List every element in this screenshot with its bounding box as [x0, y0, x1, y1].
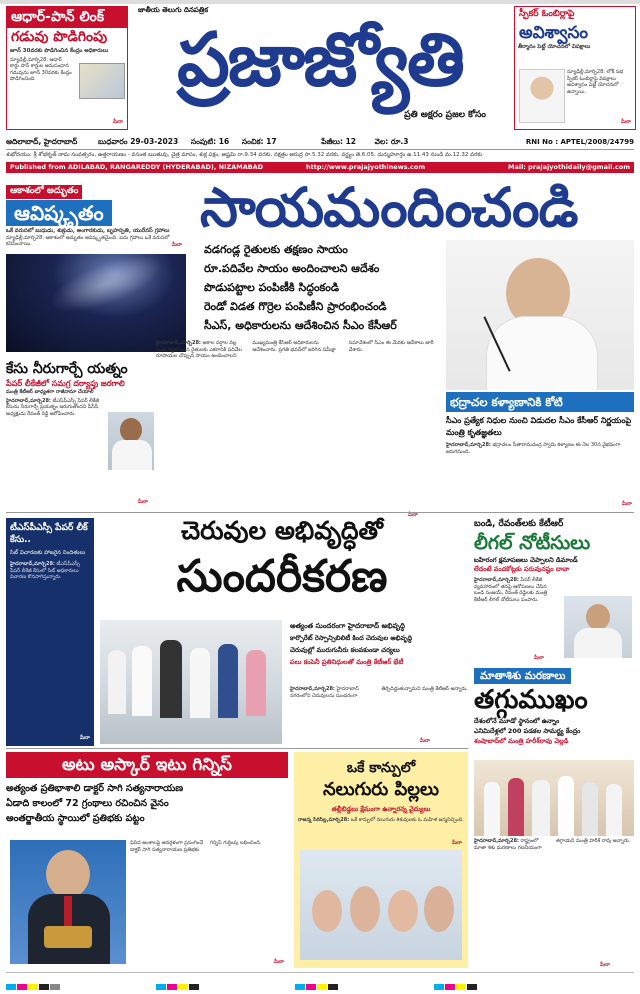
bhadrachalam-body: భద్రాచలం సీతారామచంద్ర స్వామి కళ్యాణం ఈ నెల 30న వైభవంగా జరుగనుంది.: [446, 442, 621, 455]
pages: పేజీలు: 12: [321, 137, 357, 146]
lead-decks: [204, 240, 440, 335]
ktr-sub: లేదంటే వందకోట్లకు పరువునష్టం దావా: [474, 565, 570, 573]
tspsc-body: టీఎస్‌పీఎస్సీ పేపర్ లీకేజీ కేసులో సిట్ అధికారులు విచారణ కొనసాగిస్తున్నారు.: [10, 561, 80, 580]
sky-headline: ఆవిష్కృతం: [6, 200, 112, 226]
ear-left-credit: మీరా: [113, 119, 123, 125]
cm-kcr-photo: [446, 240, 634, 390]
issue: సంచిక: 17: [241, 137, 277, 146]
revanth-credit: మీరా: [138, 499, 148, 505]
lead-body: [156, 340, 440, 510]
lakes-headline-1: చెరువుల అభివృద్ధితో: [181, 516, 383, 545]
revanth-dateline: హైదరాబాద్,మార్చి28:: [6, 397, 51, 404]
ear-right-kicker: స్పీకర్ ఓంబిర్లాపై: [519, 9, 575, 19]
lead-deck-2: రూ.పదివేల సాయం అందించాలని ఆదేశం: [204, 262, 380, 275]
tspsc-headline: టీఎస్‌పీఎస్సీ పేపర్ లీక్ కేసు..: [10, 523, 88, 545]
ktr-dateline: హైదరాబాద్,మార్చి28:: [474, 577, 519, 583]
speaker-photo: [519, 69, 565, 123]
quadruplets-headline-1: ఒకే కాన్పులో: [346, 760, 416, 776]
masthead: [134, 4, 506, 128]
quadruplets-credit: మీరా: [452, 840, 462, 846]
guinness-deck-1: అత్యంత ప్రతిభాశాలి డాక్టర్ సాగి సత్యనారాయణ: [6, 783, 184, 794]
ear-right-box: [514, 6, 636, 130]
ear-right-body: న్యూఢిల్లీ,మార్చి28: లోక్ సభ స్పీకర్ ఓంబిర్లాపై విపక్షాలు అవిశ్వాసం పెట్టే యోచనలో ఉన్నాయి.: [567, 69, 624, 95]
masthead-tagline: జాతీయ తెలుగు దినపత్రిక: [138, 6, 208, 14]
tspsc-dateline: హైదరాబాద్,మార్చి28:: [10, 561, 55, 567]
bhadrachalam-dateline: హైదరాబాద్,మార్చి28:: [446, 442, 491, 448]
bhadrachalam-credit: మీరా: [622, 501, 632, 507]
maternal-deck-3: శంషాబాద్‌లో మంత్రి హరీశ్‌రావు వెల్లడి: [474, 737, 569, 745]
sky-credit: మీరా: [172, 242, 182, 248]
price: వెల: రూ.3: [374, 137, 409, 146]
ear-right-headline: అవిశ్వాసం: [519, 23, 589, 43]
lakes-dateline: హైదరాబాద్,మార్చి28:: [290, 686, 335, 692]
sky-body: న్యూఢిల్లీ,మార్చి28: ఆకాశంలో అద్భుతం ఆవిష్కృతమైంది. ఐదు గ్రహాలు ఒకే వరుసలో కనిపించాయి.: [6, 234, 170, 247]
maternal-photo: [474, 760, 634, 836]
quadruplets-dateline: రాజన్న సిరిసిల్ల,మార్చి28:: [298, 817, 350, 823]
mail-address: Mail: prajajyothidaily@gmail.com: [508, 163, 630, 171]
edition: ఆదిలాబాద్, హైదరాబాద్: [6, 137, 78, 146]
bhadrachalam-headline: భద్రాచల కళ్యాణానికి కోటి: [446, 392, 634, 412]
ktr-body: పేపర్ లీకేజీ వ్యవహారంలో తనపై ఆరోపణలు చేసిన బండి సంజయ్, రేవంత్ రెడ్డిలకు మంత్రి కేటీఆర్ లీగల్ నోటీసులు పంపారు.: [474, 577, 548, 603]
website-link[interactable]: http://www.prajajyothinews.com: [306, 163, 426, 171]
rni: RNI No : APTEL/2008/24799: [525, 138, 634, 146]
lead-dateline: హైదరాబాద్,మార్చి28:: [156, 340, 201, 346]
guinness-deck-2: ఏడాది కాలంలో 72 గ్రంథాలు రచించిన వైనం: [6, 798, 169, 809]
ear-left-headline: ఆధార్-పాన్ లింక్: [7, 7, 127, 28]
maternal-body-text: రాష్ట్రంలో మాతా శిశు మరణాలు గణనీయంగా తగ్గాయని మంత్రి హరీశ్ రావు అన్నారు.: [474, 838, 631, 851]
ktr-kicker: బండి, రేవంత్‌లకు కేటీఆర్: [474, 519, 564, 529]
sky-sub: ఒకే వరుసలో బుధుడు, శుక్రుడు, అంగారకుడు, బృహస్పతి, యురేనస్ గ్రహాలు: [6, 228, 170, 234]
guinness-story: [6, 752, 288, 968]
volume: సంపుటి: 16: [190, 137, 230, 146]
lead-deck-1: వడగండ్ల రైతులకు తక్షణం సాయం: [204, 243, 348, 256]
maternal-credit: మీరా: [600, 962, 610, 968]
ktr-story: [474, 518, 634, 662]
published-from: Published from ADILABAD, RANGAREDDY (HYDERABAD), NIZAMABAD: [10, 163, 264, 171]
guinness-deck-3: అంతర్జాతీయ స్థాయిలో ప్రతిభకు పట్టం: [6, 813, 145, 824]
date: బుధవారం 29-03-2023: [97, 137, 179, 146]
lead-deck-3: పొడుపట్టాల పంపిణీకి సిద్ధంకండి: [204, 281, 340, 294]
lead-body-text: అకాల వర్షాల వల్ల పంట నష్టపోయిన రైతులకు ఎకరానికి పదివేల రూపాయల చొప్పున సాయం అందించాలని ముఖ్యమంత్రి కేసీఆర్ అధికారులను ఆదేశించారు. ప్రగతి భవన్‌లో జరిగిన సమీక్షా సమావేశంలో సీఎం ఈ మేరకు ఆదేశాలు జారీ చేశారు.: [156, 340, 434, 360]
revanth-sub: మంత్రి కేటీఆర్ బాధ్యతగా రాజీనామా చేయాలి: [6, 389, 94, 395]
ear-right-credit: మీరా: [621, 119, 631, 125]
maternal-deck-1: దేశంలోనే మూడో స్థానంలో ఉన్నాం: [474, 717, 560, 725]
ktr-photo: [564, 596, 632, 658]
newborns-photo: [300, 850, 462, 960]
quadruplets-sub: తల్లీబిడ్డలు క్షేమంగా ఉన్నారన్న వైద్యులు: [331, 805, 431, 813]
sky-story: [6, 178, 186, 354]
ktr-credit: మీరా: [534, 655, 544, 661]
guinness-body: వివిధ అంశాలపై అనర్గళంగా ప్రసంగించే డాక్టర్ సాగి సత్యనారాయణ ప్రతిభకు గిన్నిస్ గుర్తింపు లభించింది.: [130, 840, 262, 853]
lead-deck-5: సీఎస్, అధికారులను ఆదేశించిన సీఎం కేసీఆర్: [204, 319, 397, 332]
sky-kicker: ఆకాశంలో అద్భుతం: [6, 185, 82, 199]
ktr-headline: లీగల్ నోటీసులు: [474, 532, 591, 554]
date-bar: [6, 136, 634, 148]
tspsc-credit: మీరా: [80, 735, 90, 741]
ear-left-box: [6, 6, 128, 130]
maternal-headline: తగ్గుముఖం: [474, 685, 588, 715]
maternal-body: [474, 838, 634, 964]
quadruplets-story: [294, 752, 468, 968]
revanth-story: [6, 360, 152, 508]
masthead-title: ప్రజాజ్యోతి: [177, 17, 463, 103]
publisher-strip: [6, 162, 634, 173]
revanth-photo: [108, 412, 154, 470]
guinness-credit: మీరా: [274, 959, 284, 965]
ear-left-sub: జూన్ 30వరకు పొడిగించిన కేంద్రం అధికారులు: [10, 48, 109, 54]
lead-credit: మీరా: [408, 512, 418, 518]
bhadrachalam-deck: సీఎం ప్రత్యేక నిధుల నుంచి విడుదల సీఎం కేసీఆర్ నిర్ణయంపై మంత్రి కృతజ్ఞతలు: [446, 416, 632, 437]
lakes-headline-block: [100, 514, 464, 618]
lakes-deck-3: చెరువుల్లో మురుగునీరు కలవకుండా చర్యలు: [290, 646, 400, 654]
lakes-credit: మీరా: [420, 738, 430, 744]
lakes-deck-2: కార్పొరేట్ రెస్పాన్సిబిలిటీ కింద చెరువుల అభివృద్ధి: [290, 634, 413, 642]
maternal-story: [474, 664, 634, 756]
ktr-deck: బహిరంగ క్షమాపణలు చెప్పాలని డిమాండ్: [474, 556, 578, 564]
masthead-motto: ప్రతి అక్షరం ప్రజల కోసం: [404, 110, 486, 120]
bhadrachalam-story: [446, 392, 634, 512]
lead-deck-4: రెండో విడత గొర్రెల పంపిణీని ప్రారంభించండి: [204, 300, 387, 313]
bottom-register-strip: [6, 972, 634, 985]
maternal-kicker: మాతాశిశు మరణాలు: [474, 668, 571, 684]
guinness-headline: అటు అస్కార్ ఇటు గిన్నిస్: [6, 752, 288, 778]
lead-headline: సాయమందించండి: [200, 175, 578, 239]
panchang-strip: శుభోదయం: శ్రీ శోభకృత్ నామ సంవత్సరం, ఉత్తరాయణం - వసంత ఋతువు, చైత్ర మాసం, శుక్ల పక్షం, అష్టమి రా.9.34 వరకు, నక్షత్రం ఆరుద్ర సా.5.32 వరకు, వర్జ్యం తె.6.05, దుర్ముహూర్తం ఉ.11.43 నుండి మ.12.32 వరకు: [6, 152, 483, 158]
revanth-deck: పేపర్ లీకేజీలో సమగ్ర దర్యాప్తు జరగాలి: [6, 379, 125, 388]
aadhaar-card-image: [79, 63, 125, 99]
quadruplets-body: ఒకే కాన్పులో నలుగురు శిశువులకు ఓ మహిళ జన్మనిచ్చింది.: [350, 817, 464, 823]
ear-right-sub: తీర్మానం పెట్టే యోచనలో విపక్షాలు: [518, 44, 591, 50]
night-sky-photo: [6, 254, 186, 352]
lakes-deck-4: పలు కంపెనీ ప్రతినిధులతో మంత్రి కేటీఆర్ భేటీ: [290, 658, 404, 666]
tspsc-box: [6, 518, 94, 746]
ear-left-body: న్యూఢిల్లీ,మార్చి28: ఆధార్ కార్డు పాన్ కార్డుల అనుసంధాన గడువును జూన్ 30వరకు కేంద్రం పొడిగించింది.: [10, 56, 72, 82]
lakes-body-text: హైదరాబాద్ నగరంలోని చెరువులను సుందరంగా తీర్చిదిద్దుతున్నామని మంత్రి కేటీఆర్ అన్నారు.: [290, 686, 468, 699]
quadruplets-headline-2: నలుగురు పిల్లలు: [322, 779, 440, 800]
lakes-headline-2: సుందరీకరణ: [176, 551, 388, 602]
guinness-photo: [10, 840, 126, 964]
lakes-decks: [290, 620, 468, 684]
lakes-event-photo: [100, 620, 282, 744]
lakes-deck-1: అత్యంత సుందరంగా హైదరాబాద్ అభివృద్ధి: [290, 622, 405, 630]
maternal-dateline: హైదరాబాద్,మార్చి28:: [474, 838, 519, 844]
revanth-body: టీఎస్‌పీఎస్సీ పేపర్ లీకేజీ కేసును నీరుగార్చే ప్రయత్నం జరుగుతోందని పీసీసీ అధ్యక్షుడు రేవంత్ రెడ్డి ఆరోపించారు.: [6, 397, 100, 417]
lakes-body: [290, 686, 468, 740]
tspsc-sub: సిట్ విచారణకు హాజరైన నిందితులు: [10, 550, 86, 556]
maternal-deck-2: ఎనిమిదేళ్లలో 200 పడకల సామర్థ్య కేంద్రం: [474, 727, 581, 735]
revanth-headline: కేసు నీరుగార్చే యత్నం: [6, 361, 128, 377]
ear-left-subheadline: గడువు పొడిగింపు: [11, 29, 108, 45]
